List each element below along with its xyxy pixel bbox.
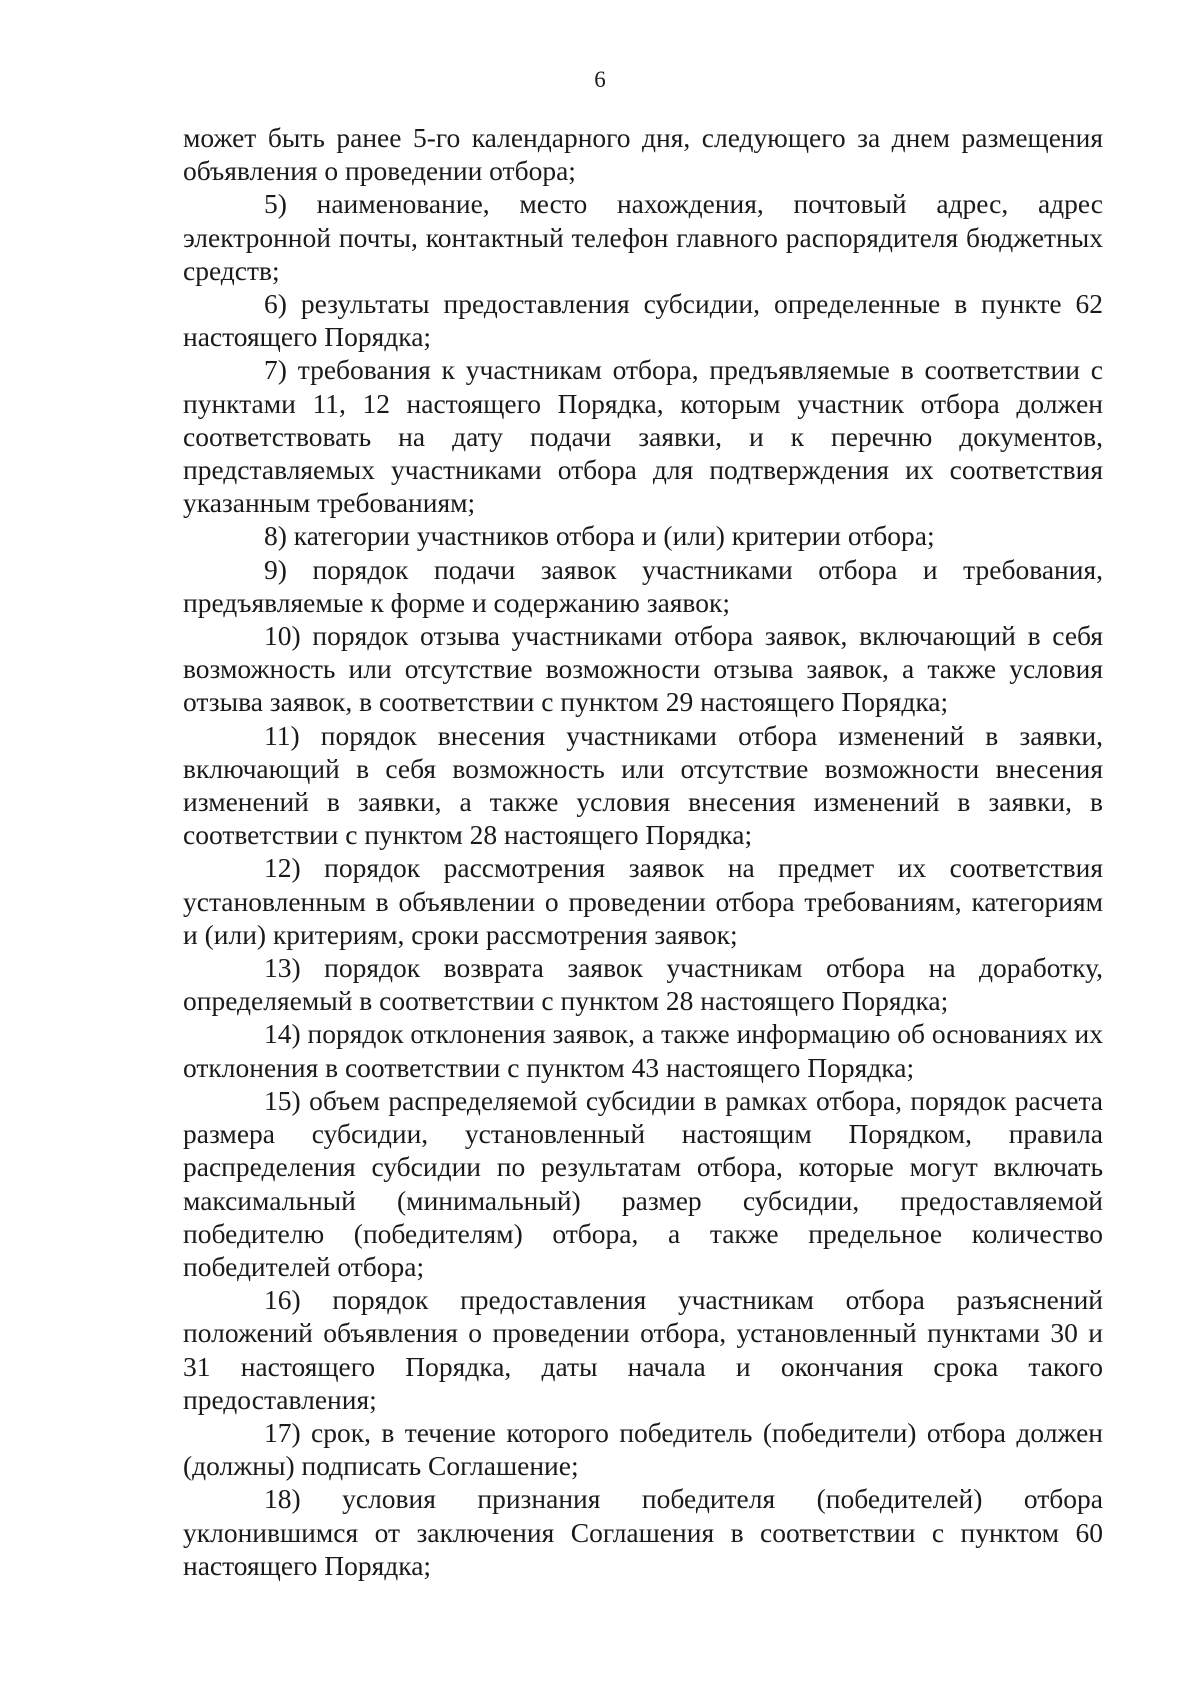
paragraph: 10) порядок отзыва участниками отбора заявок, включающий в себя возможность или отсутствие возможности отзыва заявок, а также условия отзыва заявок, в соответствии с пунктом 29 настоящего Порядка; [183,620,1103,718]
page-number: 6 [594,67,606,92]
paragraph: 6) результаты предоставления субсидии, определенные в пункте 62 настоящего Порядка; [183,288,1103,353]
paragraph: 15) объем распределяемой субсидии в рамках отбора, порядок расчета размера субсидии, установленный настоящим Порядком, правила распределения субсидии по результатам отбора, которые могут включать максимальный (минимальный) размер субсидии, предоставляемой победителю (победителям) отбора, а также предельное количество победителей отбора; [183,1084,1103,1282]
paragraph: может быть ранее 5-го календарного дня, следующего за днем размещения объявления о проведении отбора; [183,122,1103,187]
paragraph: 9) порядок подачи заявок участниками отбора и требования, предъявляемые к форме и содержанию заявок; [183,553,1103,618]
paragraph: 17) срок, в течение которого победитель (победители) отбора должен (должны) подписать Соглашение; [183,1416,1103,1482]
document-body [183,121,1103,1582]
paragraph: 11) порядок внесения участниками отбора изменений в заявки, включающий в себя возможность или отсутствие возможности внесения изменений в заявки, а также условия внесения изменений в заявки, в соответствии с пунктом 28 настоящего Порядка; [183,719,1103,851]
paragraph: 8) категории участников отбора и (или) критерии отбора; [264,520,935,552]
paragraph: 12) порядок рассмотрения заявок на предмет их соответствия установленным в объявлении о проведении отбора требованиям, категориям и (или) критериям, сроки рассмотрения заявок; [183,852,1103,950]
paragraph: 5) наименование, место нахождения, почтовый адрес, адрес электронной почты, контактный телефон главного распорядителя бюджетных средств; [183,188,1103,286]
paragraph: 16) порядок предоставления участникам отбора разъяснений положений объявления о проведении отбора, установленный пунктами 30 и 31 настоящего Порядка, даты начала и окончания срока такого предоставления; [183,1284,1103,1415]
paragraph: 14) порядок отклонения заявок, а также информацию об основаниях их отклонения в соответствии с пунктом 43 настоящего Порядка; [183,1018,1103,1083]
paragraph: 7) требования к участникам отбора, предъявляемые в соответствии с пунктами 11, 12 настоящего Порядка, которым участник отбора должен соответствовать на дату подачи заявки, и к перечню документов, представляемых участниками отбора для подтверждения их соответствия указанным требованиям; [183,354,1103,519]
paragraph: 18) условия признания победителя (победителей) отбора уклонившимся от заключения Соглашения в соответствии с пунктом 60 настоящего Порядка; [183,1483,1103,1581]
paragraph: 13) порядок возврата заявок участникам отбора на доработку, определяемый в соответствии с пунктом 28 настоящего Порядка; [183,952,1103,1017]
